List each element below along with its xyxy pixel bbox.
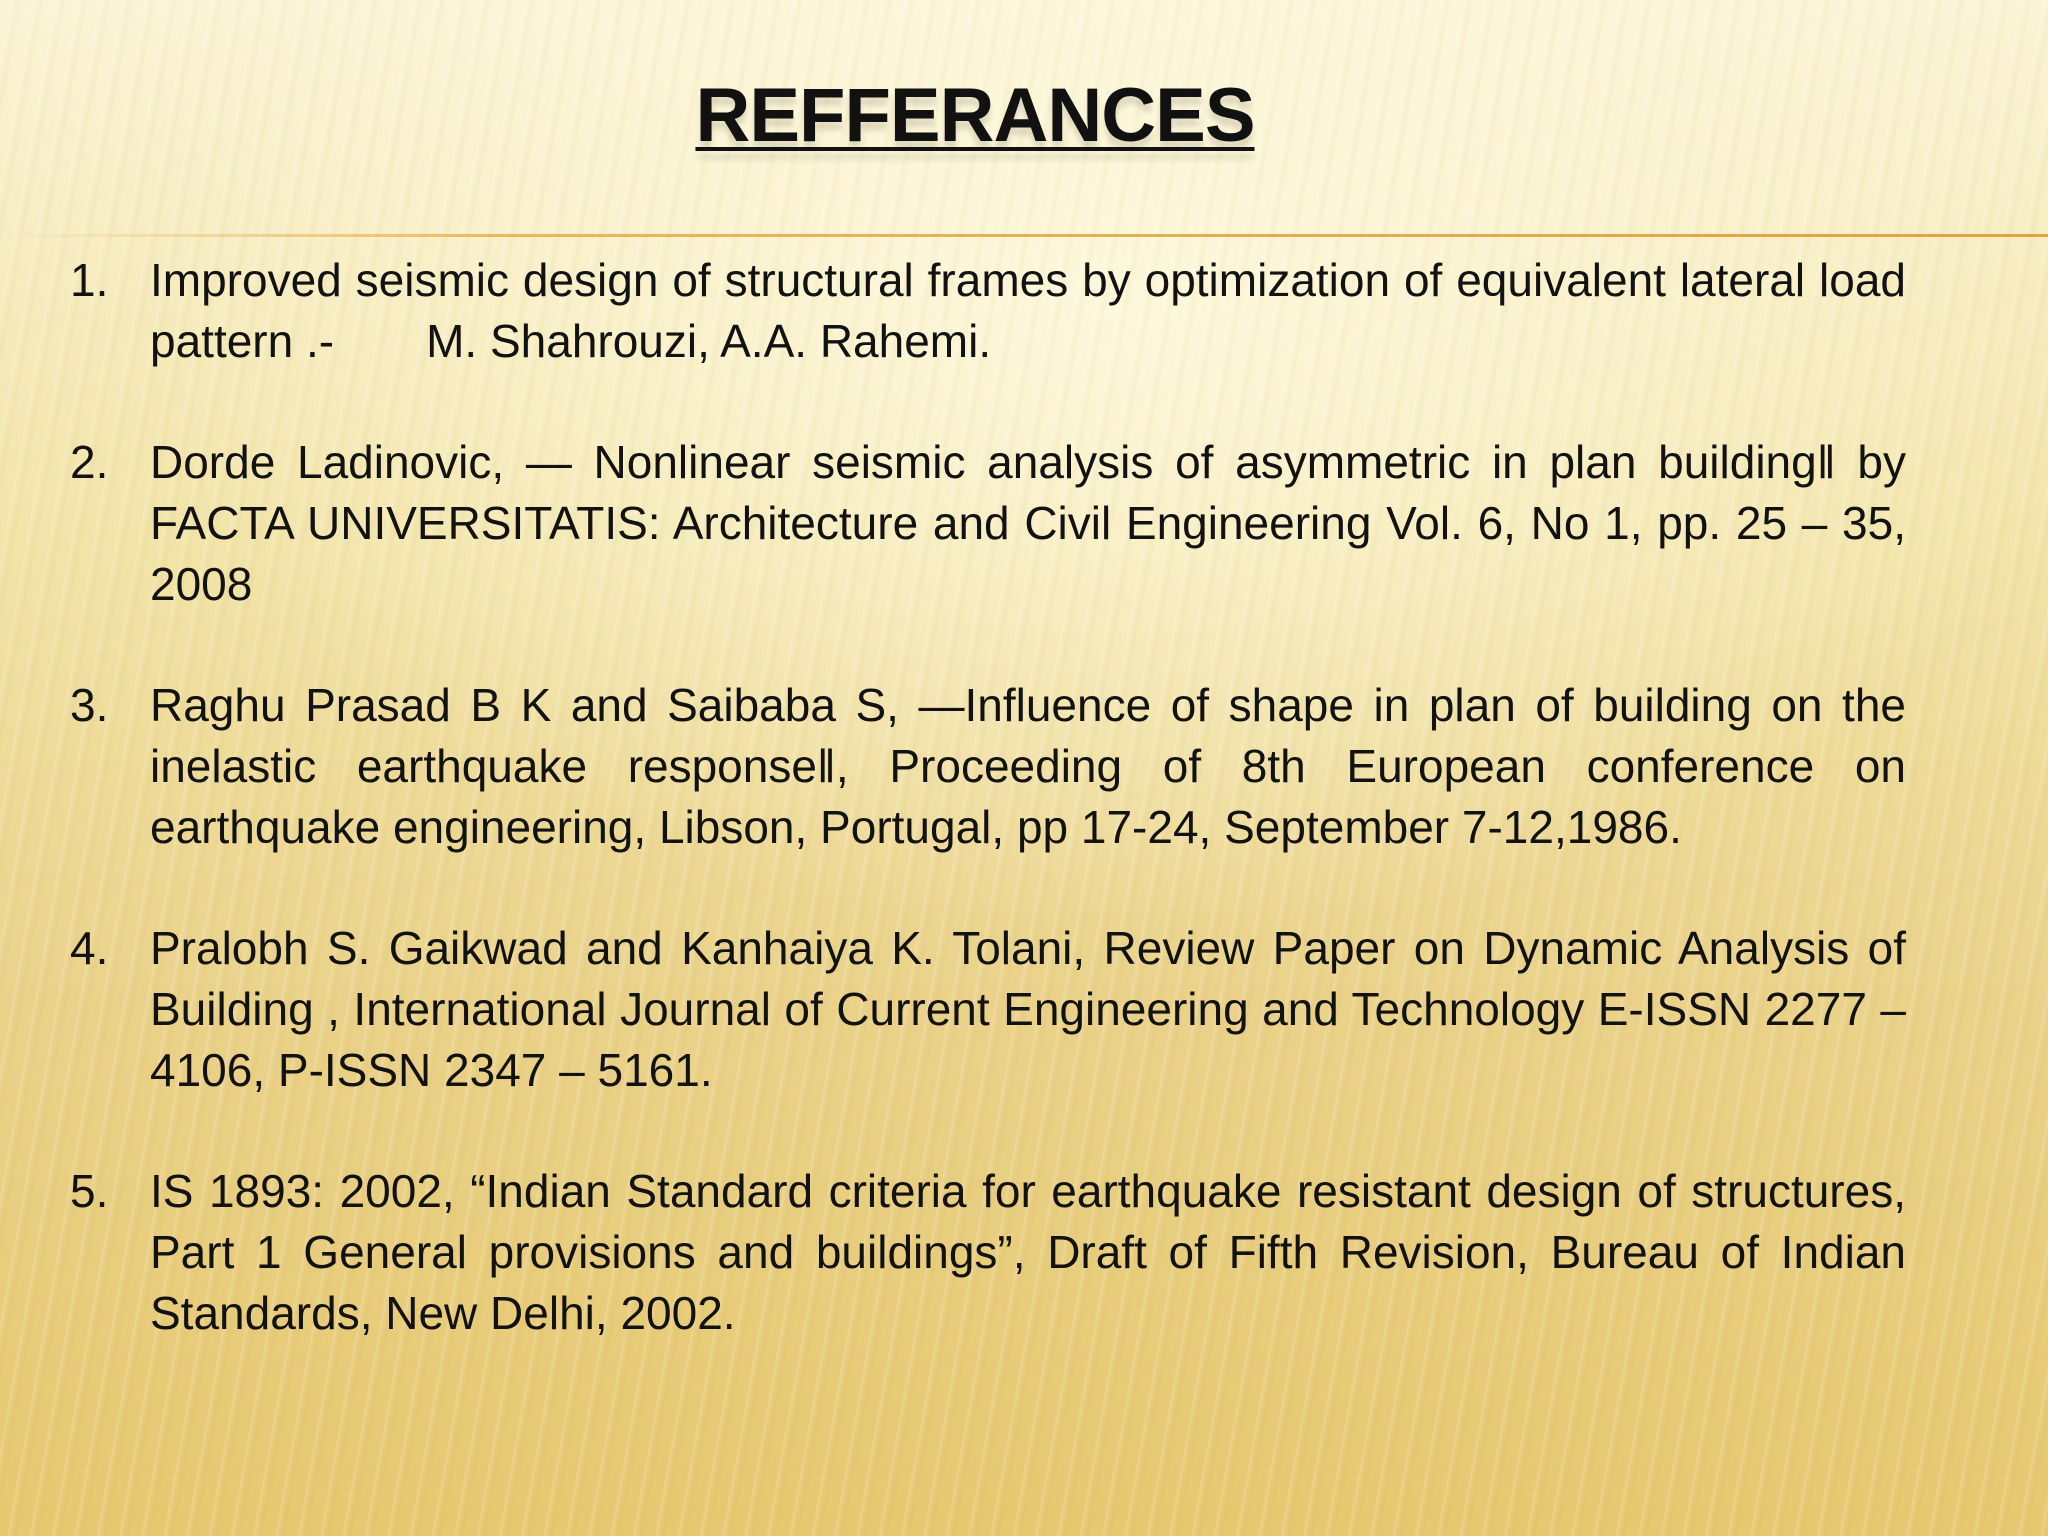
reference-text: IS 1893: 2002, “Indian Standard criteria for earthquake resistant design of structures, Part 1 General provisions and buildings”, Draft of Fifth Revision, Bureau of Indian Standards, New Delhi, 2002. (150, 1165, 1906, 1339)
reference-item-3 (70, 675, 1906, 858)
reference-item-5 (70, 1161, 1906, 1344)
reference-number: 5. (70, 1165, 109, 1217)
slide-title: REFFERANCES (695, 73, 1255, 158)
reference-number: 2. (70, 436, 109, 488)
title-divider (0, 234, 2048, 237)
reference-number: 1. (70, 254, 109, 306)
reference-item-2 (70, 432, 1906, 615)
reference-list (70, 250, 1906, 1404)
reference-item-1 (70, 250, 1906, 372)
reference-number: 3. (70, 679, 109, 731)
reference-item-4 (70, 918, 1906, 1101)
reference-text: Improved seismic design of structural frames by optimization of equivalent lateral load pattern .- M. Shahrouzi, A.A. Rahemi. (150, 254, 1906, 367)
reference-number: 4. (70, 922, 109, 974)
reference-text: Raghu Prasad B K and Saibaba S, —Influence of shape in plan of building on the inelastic earthquake response‖, Proceeding of 8th European conference on earthquake engineering, Libson, Portugal, pp 17-24, September 7-12,1986. (150, 679, 1906, 853)
reference-text: Dorde Ladinovic, — Nonlinear seismic analysis of asymmetric in plan building‖ by FACTA UNIVERSITATIS: Architecture and Civil Engineering Vol. 6, No 1, pp. 25 – 35, 2008 (150, 436, 1906, 610)
reference-text: Pralobh S. Gaikwad and Kanhaiya K. Tolani, Review Paper on Dynamic Analysis of Building , International Journal of Current Engineering and Technology E-ISSN 2277 – 4106, P-ISSN 2347 – 5161. (150, 922, 1906, 1096)
